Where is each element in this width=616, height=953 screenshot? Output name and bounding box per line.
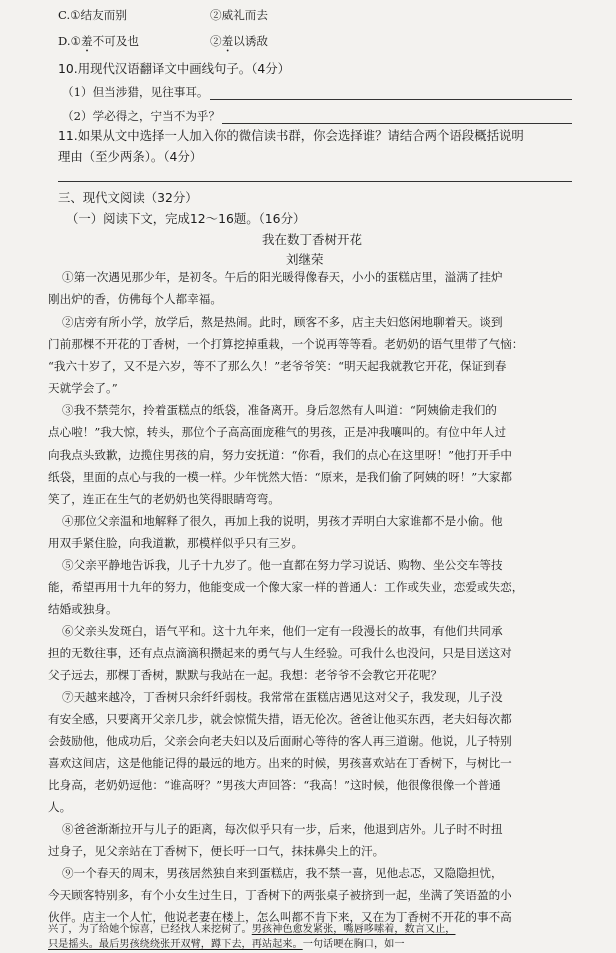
trailing-text: 一句话哽在胸口，如一: [302, 939, 405, 950]
option-d-2: ②羞以诱敌: [210, 34, 269, 48]
option-d: D.①羞不可及也: [58, 34, 139, 48]
para-line: 刚出炉的香，仿佛每个人都幸福。: [48, 292, 222, 306]
section-heading: 三、现代文阅读（32分）: [58, 190, 198, 205]
para-line: 今天顾客特别多，有个小女生过生日，丁香树下的两张桌子被挤到一起，坐满了笑语盈的小: [48, 888, 512, 902]
para-line: 门前那棵不开花的丁香树，一个打算挖掉重栽，一个说再等等看。老奶奶的语气里带了气恼：: [48, 337, 524, 351]
para-line: 喜欢这间店，这是他能记得的最远的地方。出来的时候，男孩喜欢站在丁香树下，与树比一: [48, 756, 512, 770]
para-line: 结婚或独身。: [48, 602, 118, 616]
article-author: 刘继荣: [286, 252, 324, 267]
para-line: 伙伴。店主一个人忙，他说老妻在楼上，怎么叫都不肯下来，又在为丁香树不开花的事不高: [48, 910, 512, 924]
para-line: 笑了，连正在生气的老奶奶也笑得眼睛弯弯。: [48, 492, 280, 506]
para-line: 点心啦！”我大惊，转头，那位个子高高面庞稚气的男孩，正是冲我嚷叫的。有位中年人过: [48, 425, 507, 439]
underlined-sentence: 男孩神色愈发紧张，嘴唇哆嗦着，数言又止，: [251, 924, 456, 935]
para-line: 过身子，见父亲站在丁香树下，便长吁一口气，抹抹鼻尖上的汗。: [48, 844, 385, 858]
option-c-2: ②威礼而去: [210, 8, 268, 22]
option-c: C.①结友而别: [58, 8, 127, 22]
para-line: 有安全感，只要离开父亲几步，就会惊慌失措，语无伦次。爸爸让他买东西，老夫妇每次都: [48, 712, 512, 726]
answer-line: [222, 123, 572, 124]
q10-sentence-2: （2）学必得之，宁当不为乎？: [62, 109, 221, 123]
answer-line: [58, 181, 572, 182]
para-line: ⑤父亲平静地告诉我，儿子十九岁了。他一直都在努力学习说话、购物、坐公交车等技: [62, 558, 503, 572]
answer-line: [210, 99, 572, 100]
para-line: 能，希望再用十九年的努力，他能变成一个像大家一样的普通人：工作或失业，恋爱或失恋，: [48, 580, 524, 594]
para-line: “我六十岁了，又不是六岁，等不了那么久！”老爷爷笑：“明天起我就教它开花，保证到春: [48, 359, 507, 373]
section-subheading: （一）阅读下文，完成12～16题。（16分）: [66, 211, 306, 226]
question-10: 10.用现代汉语翻译文中画线句子。（4分）: [58, 61, 291, 76]
para-line: 纸袋，里面的点心与我的一模一样。少年恍然大悟：“原来，是我们偷了阿姨的呀！”大家都: [48, 470, 513, 484]
para-line: ③我不禁莞尔，拎着蛋糕点的纸袋，准备离开。身后忽然有人叫道：“阿姨偷走我们的: [62, 403, 497, 417]
para-line: ⑧爸爸渐渐拉开与儿子的距离，每次似乎只有一步，后来，他退到店外。儿子时不时扭: [62, 822, 503, 836]
para-line: ①第一次遇见那少年，是初冬。午后的阳光暖得像春天，小小的蛋糕店里，溢满了挂炉: [62, 270, 503, 284]
para-line: 担的无数往事，还有点点滴滴积攒起来的勇气与人生经验。可我什么也没问，只是目送这对: [48, 646, 512, 660]
para-line: 天就学会了。”: [48, 381, 118, 395]
q10-sentence-1: （1）但当涉猎，见往事耳。: [62, 85, 209, 99]
para-line: [48, 937, 405, 952]
para-line: 父子远去，那棵丁香树，默默与我站在一起。我想：老爷爷不会教它开花呢？: [48, 668, 443, 682]
para-line: 比身高，老奶奶逗他：“谁高呀？”男孩大声回答：“我高！”这时候，他很像很像一个普通: [48, 778, 501, 792]
question-11-line-2: 理由（至少两条）。（4分）: [58, 149, 203, 164]
para-line: 兴了，为了给她个惊喜，已经找人来挖树了。男孩神色愈发紧张，嘴唇哆嗦着，数言又止，: [48, 924, 456, 935]
para-line: 用双手紧住脸，向我道歉，那模样似乎只有三岁。: [48, 536, 304, 550]
para-line: 向我点头致歉，边揽住男孩的肩，努力安抚道：“你看，我们的点心在这里呀！”他打开手中: [48, 448, 513, 462]
article-title: 我在数丁香树开花: [262, 232, 363, 247]
para-line: ②店旁有所小学，放学后，熬是热闹。此时，顾客不多，店主夫妇悠闲地聊着天。谈到: [62, 315, 503, 329]
question-11-line-1: 11.如果从文中选择一人加入你的微信读书群，你会选择谁？请结合两个语段概括说明: [58, 128, 524, 143]
underlined-sentence-end: 只是摇头。最后男孩绕绕张开双臂，蹲下去，再站起来。: [48, 939, 303, 950]
para-line: 会鼓励他，他成功后，父亲会向老夫妇以及后面耐心等待的客人再三道谢。他说，儿子特别: [48, 734, 512, 748]
para-line: ⑦天越来越冷，丁香树只余纤纤弱枝。我常常在蛋糕店遇见这对父子，我发现，儿子没: [62, 690, 503, 704]
para-line: ⑨一个春天的周末，男孩居然独自来到蛋糕店，我不禁一喜，见他忐忑，又隐隐担忧，: [62, 866, 503, 880]
para-line: 人。: [48, 800, 72, 814]
para-line: ④那位父亲温和地解释了很久，再加上我的说明，男孩才弄明白大家谁都不是小偷。他: [62, 514, 503, 528]
para-line: ⑥父亲头发斑白，语气平和。这十九年来，他们一定有一段漫长的故事，有他们共同承: [62, 624, 503, 638]
